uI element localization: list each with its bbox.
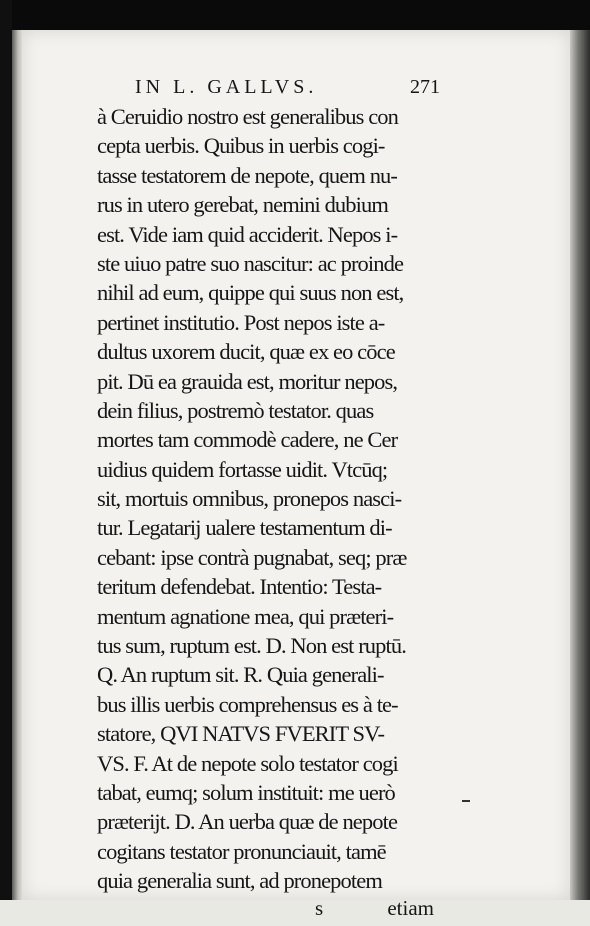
- text-line: quia generalia sunt, ad pronepotem: [97, 868, 382, 894]
- running-head: IN L. GALLVS.: [135, 76, 318, 98]
- text-line: tabat, eumq; solum instituit: me uerò: [97, 779, 395, 805]
- signature-mark: s: [315, 895, 324, 920]
- page-number: 271: [410, 76, 440, 98]
- text-line: Q. An ruptum sit. R. Quia generali-: [97, 662, 384, 688]
- margin-dash-mark: [462, 800, 470, 802]
- text-line: præterijt. D. An uerba quæ de nepote: [97, 809, 398, 835]
- text-line: cogitans testator pronunciauit, tamē: [97, 838, 386, 864]
- text-line: pit. Dū ea grauida est, moritur nepos,: [97, 368, 398, 394]
- page-text-block: [97, 72, 442, 926]
- text-line: mentum agnatione mea, qui præteri-: [97, 603, 394, 629]
- text-line: cebant: ipse contrà pugnabat, seq; præ: [97, 544, 407, 570]
- text-line: mortes tam commodè cadere, ne Cer: [97, 427, 398, 453]
- catchword: etiam: [387, 895, 434, 920]
- text-line: tur. Legatarij ualere testamentum di-: [97, 515, 392, 541]
- text-line: dultus uxorem ducit, quæ ex eo cōce: [97, 339, 395, 365]
- text-line: rus in utero gerebat, nemini dubium: [97, 192, 388, 218]
- text-line: à Ceruidio nostro est generalibus con: [97, 104, 398, 129]
- book-gutter-shadow: [12, 30, 22, 900]
- text-line: est. Vide iam quid acciderit. Nepos i-: [97, 221, 398, 247]
- text-line: pertinet institutio. Post nepos iste a-: [97, 309, 385, 335]
- text-line: nihil ad eum, quippe qui suus non est,: [97, 280, 404, 306]
- text-line: uidius quidem fortasse uidit. Vtcūq;: [97, 456, 388, 482]
- page-right-edge-shadow: [570, 30, 590, 900]
- scanner-top-border: [0, 0, 590, 34]
- page-footer: [97, 896, 442, 926]
- text-line: dein filius, postremò testator. quas: [97, 397, 374, 423]
- body-text: [97, 102, 442, 896]
- text-line: ste uiuo patre suo nascitur: ac proinde: [97, 250, 404, 276]
- text-line: statore, QVI NATVS FVERIT SV-: [97, 721, 385, 747]
- text-line: VS. F. At de nepote solo testator cogi: [97, 750, 398, 776]
- text-line: tasse testatorem de nepote, quem nu-: [97, 162, 397, 188]
- text-line: cepta uerbis. Quibus in uerbis cogi-: [97, 133, 385, 159]
- scanner-left-border: [0, 0, 12, 900]
- text-line: sit, mortuis omnibus, pronepos nasci-: [97, 486, 402, 512]
- text-line: tus sum, ruptum est. D. Non est ruptū.: [97, 633, 406, 659]
- text-line: bus illis uerbis comprehensus es à te-: [97, 691, 398, 717]
- text-line: teritum defendebat. Intentio: Testa-: [97, 574, 382, 600]
- page-header: [97, 72, 442, 102]
